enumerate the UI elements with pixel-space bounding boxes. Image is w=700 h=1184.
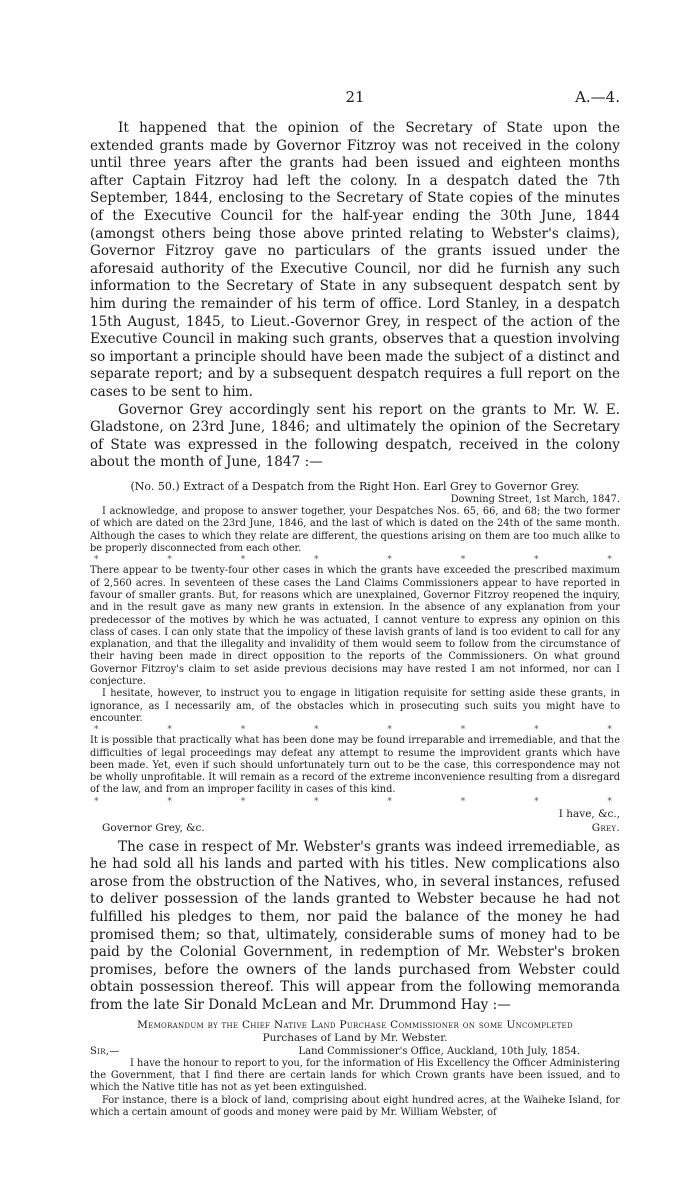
memorandum-salutation-row: [90, 1045, 620, 1058]
paragraph: The case in respect of Mr. Webster's grants was indeed irremediable, as he had sold all his lands and parted with his titles. New complications also arose from the obstruction of the Natives, who, in several instances, refused to deliver possession of the lands granted to Webster because he had not fulfilled his pledges to them, nor paid the balance of the money he had promised them; so that, ultimately, considerable sums of money had to be paid by the Colonial Government, in redemption of Mr. Webster's broken promises, before the owners of the lands purchased from Webster could obtain possession thereof. This will appear from the following memoranda from the late Sir Donald McLean and Mr. Drummond Hay :—: [90, 838, 620, 1014]
despatch-closing: I have, &c.,: [558, 807, 620, 820]
paragraph: It happened that the opinion of the Secretary of State upon the extended grants made by Governor Fitzroy was not received in the colony until three years after the grants had been issued and eighteen months after Captain Fitzroy had left the colony. In a despatch dated the 7th September, 1844, enclosing to the Secretary of State copies of the minutes of the Executive Council for the half-year ending the 30th June, 1844 (amongst others being those above printed relating to Webster's claims), Governor Fitzroy gave no particulars of the grants issued under the aforesaid authority of the Executive Council, nor did he furnish any such information to the Secretary of State in any subsequent despatch sent by him during the remainder of his term of office. Lord Stanley, in a despatch 15th August, 1845, to Lieut.-Governor Grey, in respect of the action of the Executive Council in making such grants, observes that a question involving so important a principle should have been made the subject of a distinct and separate report; and by a subsequent despatch requires a full report on the cases to be sent to him.: [90, 120, 620, 400]
despatch-signature: Grey.: [591, 821, 620, 834]
despatch-signoff: [90, 821, 620, 835]
despatch-paragraph: It is possible that practically what has been done may be found irreparable and irremediable, and that the difficulties of legal proceedings may defeat any attempt to resume the improvident grants which have been made. Yet, even if such should unfortunately turn out to be the case, this correspondence may not be wholly unprofitable. It will remain as a record of the extreme inconvenience resulting from a disregard of the law, and from an improper facility in cases of this kind.: [90, 735, 620, 796]
despatch-paragraph: I hesitate, however, to instruct you to engage in litigation requisite for setting aside these grants, in ignorance, as I necessarily am, of the obstacles which in prosecuting such suits you might have to encounter.: [90, 688, 620, 724]
memorandum-heading-line2: Purchases of Land by Mr. Webster.: [262, 1031, 448, 1044]
paragraph: Governor Grey accordingly sent his report on the grants to Mr. W. E. Gladstone, on 23rd June, 1846; and ultimately the opinion of the Secretary of State was expressed in the following despatch, received in the colony about the month of June, 1847 :—: [90, 401, 620, 471]
ellipsis-stars: * * * * * * * *: [94, 725, 612, 736]
memorandum-address: Land Commissioner's Office, Auckland, 10th July, 1854.: [298, 1045, 580, 1057]
page-content: [90, 120, 620, 1119]
memorandum-paragraph: For instance, there is a block of land, comprising about eight hundred acres, at the Waiheke Island, for which a certain amount of goods and money were paid by Mr. William Webster, of: [90, 1094, 620, 1118]
ellipsis-stars: * * * * * * * *: [94, 796, 612, 807]
memorandum-paragraph: I have the honour to report to you, for the information of His Excellency the Officer Administering the Government, that I find there are certain lands for which Crown grants have been issued, and to which the Native title has not as yet been extinguished.: [90, 1057, 620, 1094]
memorandum-heading: Memorandum by the Chief Native Land Purchase Commissioner on some Uncompleted: [137, 1018, 573, 1031]
page-number: 21: [345, 88, 365, 106]
document-reference: A.—4.: [575, 88, 620, 106]
despatch-addressee: Governor Grey, &c.: [102, 821, 205, 834]
despatch-paragraph: I acknowledge, and propose to answer together, your Despatches Nos. 65, 66, and 68; the two former of which are dated on the 23rd June, 1846, and the last of which is dated on the 24th of the same month. Although the cases to which they relate are different, the questions arising on them are too much alike to be properly disconnected from each other.: [90, 506, 620, 555]
despatch-caption: (No. 50.) Extract of a Despatch from the Right Hon. Earl Grey to Governor Grey.: [130, 479, 580, 493]
memorandum-salutation: Sir,—: [90, 1045, 120, 1057]
despatch-address: Downing Street, 1st March, 1847.: [450, 493, 620, 505]
ellipsis-stars: * * * * * * * *: [94, 555, 612, 566]
despatch-paragraph: There appear to be twenty-four other cases in which the grants have exceeded the prescribed maximum of 2,560 acres. In seventeen of these cases the Land Claims Commissioners appear to have reported in favour of smaller grants. But, for reasons which are unexplained, Governor Fitzroy reopened the inquiry, and in the result gave as many new grants in extension. In the absence of any explanation from your predecessor of the motives by which he was actuated, I cannot venture to express any opinion on this class of cases. I can only state that the impolicy of these lavish grants of land is too evident to call for any explanation, and that the illegality and invalidity of them would seem to follow from the circumstance of their having been made in direct opposition to the reports of the Commissioners. On what ground Governor Fitzroy's claim to set aside previous decisions may have rested I am not informed, nor can I conjecture.: [90, 565, 620, 688]
page-header: [90, 88, 620, 110]
